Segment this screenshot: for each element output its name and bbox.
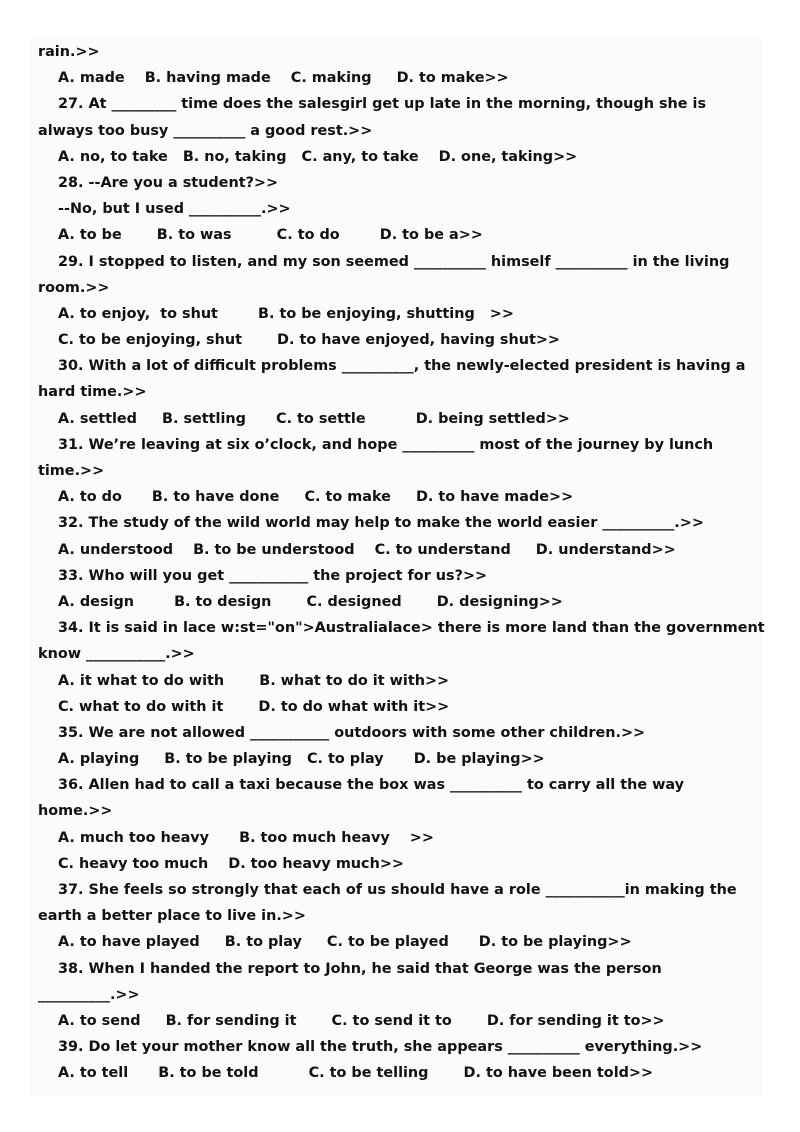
text-line: C. to be enjoying, shut D. to have enjoyed, having shut>>: [58, 332, 560, 349]
text-line: home.>>: [38, 803, 113, 820]
text-line: __________.>>: [38, 986, 140, 1003]
text-line: 36. Allen had to call a taxi because the box was __________ to carry all the way: [58, 777, 685, 794]
text-line: always too busy __________ a good rest.>>: [38, 122, 373, 139]
text-line: A. much too heavy B. too much heavy >>: [58, 829, 434, 846]
text-line: --No, but I used __________.>>: [58, 201, 291, 218]
text-line: A. playing B. to be playing C. to play D. be playing>>: [58, 751, 545, 768]
text-line: 38. When I handed the report to John, he said that George was the person: [58, 960, 662, 977]
document-body: [38, 39, 768, 1087]
text-line: 28. --Are you a student?>>: [58, 174, 279, 191]
text-line: room.>>: [38, 279, 110, 296]
text-line: 35. We are not allowed ___________ outdoors with some other children.>>: [58, 724, 646, 741]
text-line: A. to send B. for sending it C. to send it to D. for sending it to>>: [58, 1012, 665, 1029]
text-line: 37. She feels so strongly that each of us should have a role ___________in making the: [58, 882, 737, 898]
text-line: 34. It is said in lace w:st="on">Australialace> there is more land than the government: [58, 620, 765, 637]
text-line: A. settled B. settling C. to settle D. being settled>>: [58, 410, 570, 427]
text-line: A. to tell B. to be told C. to be telling D. to have been told>>: [58, 1065, 654, 1082]
text-line: A. it what to do with B. what to do it with>>: [58, 672, 450, 689]
text-line: 33. Who will you get ___________ the project for us?>>: [58, 567, 488, 584]
text-line: C. what to do with it D. to do what with it>>: [58, 698, 450, 715]
text-line: A. to be B. to was C. to do D. to be a>>: [58, 227, 483, 244]
text-line: A. understood B. to be understood C. to understand D. understand>>: [58, 541, 676, 558]
text-line: know ___________.>>: [38, 646, 195, 663]
text-line: hard time.>>: [38, 384, 147, 401]
text-line: A. made B. having made C. making D. to make>>: [58, 70, 509, 87]
text-line: 39. Do let your mother know all the truth, she appears __________ everything.>>: [58, 1039, 703, 1056]
text-line: A. to do B. to have done C. to make D. to have made>>: [58, 489, 574, 506]
text-line: A. design B. to design C. designed D. designing>>: [58, 593, 563, 610]
text-line: 32. The study of the wild world may help to make the world easier __________.>>: [58, 515, 704, 532]
text-line: 29. I stopped to listen, and my son seemed __________ himself __________ in the living: [58, 253, 730, 270]
text-line: time.>>: [38, 463, 105, 479]
text-line: 31. We’re leaving at six o’clock, and hope __________ most of the journey by lunch: [58, 436, 714, 453]
text-line: 27. At _________ time does the salesgirl get up late in the morning, though she is: [58, 96, 707, 113]
text-line: A. no, to take B. no, taking C. any, to take D. one, taking>>: [58, 148, 578, 165]
text-line: earth a better place to live in.>>: [38, 908, 306, 925]
text-line: A. to enjoy, to shut B. to be enjoying, shutting >>: [58, 305, 514, 322]
text-line: 30. With a lot of difficult problems __________, the newly-elected president is having a: [58, 358, 746, 375]
text-line: rain.>>: [38, 44, 100, 60]
text-line: A. to have played B. to play C. to be played D. to be playing>>: [58, 934, 632, 951]
text-line: C. heavy too much D. too heavy much>>: [58, 855, 404, 872]
